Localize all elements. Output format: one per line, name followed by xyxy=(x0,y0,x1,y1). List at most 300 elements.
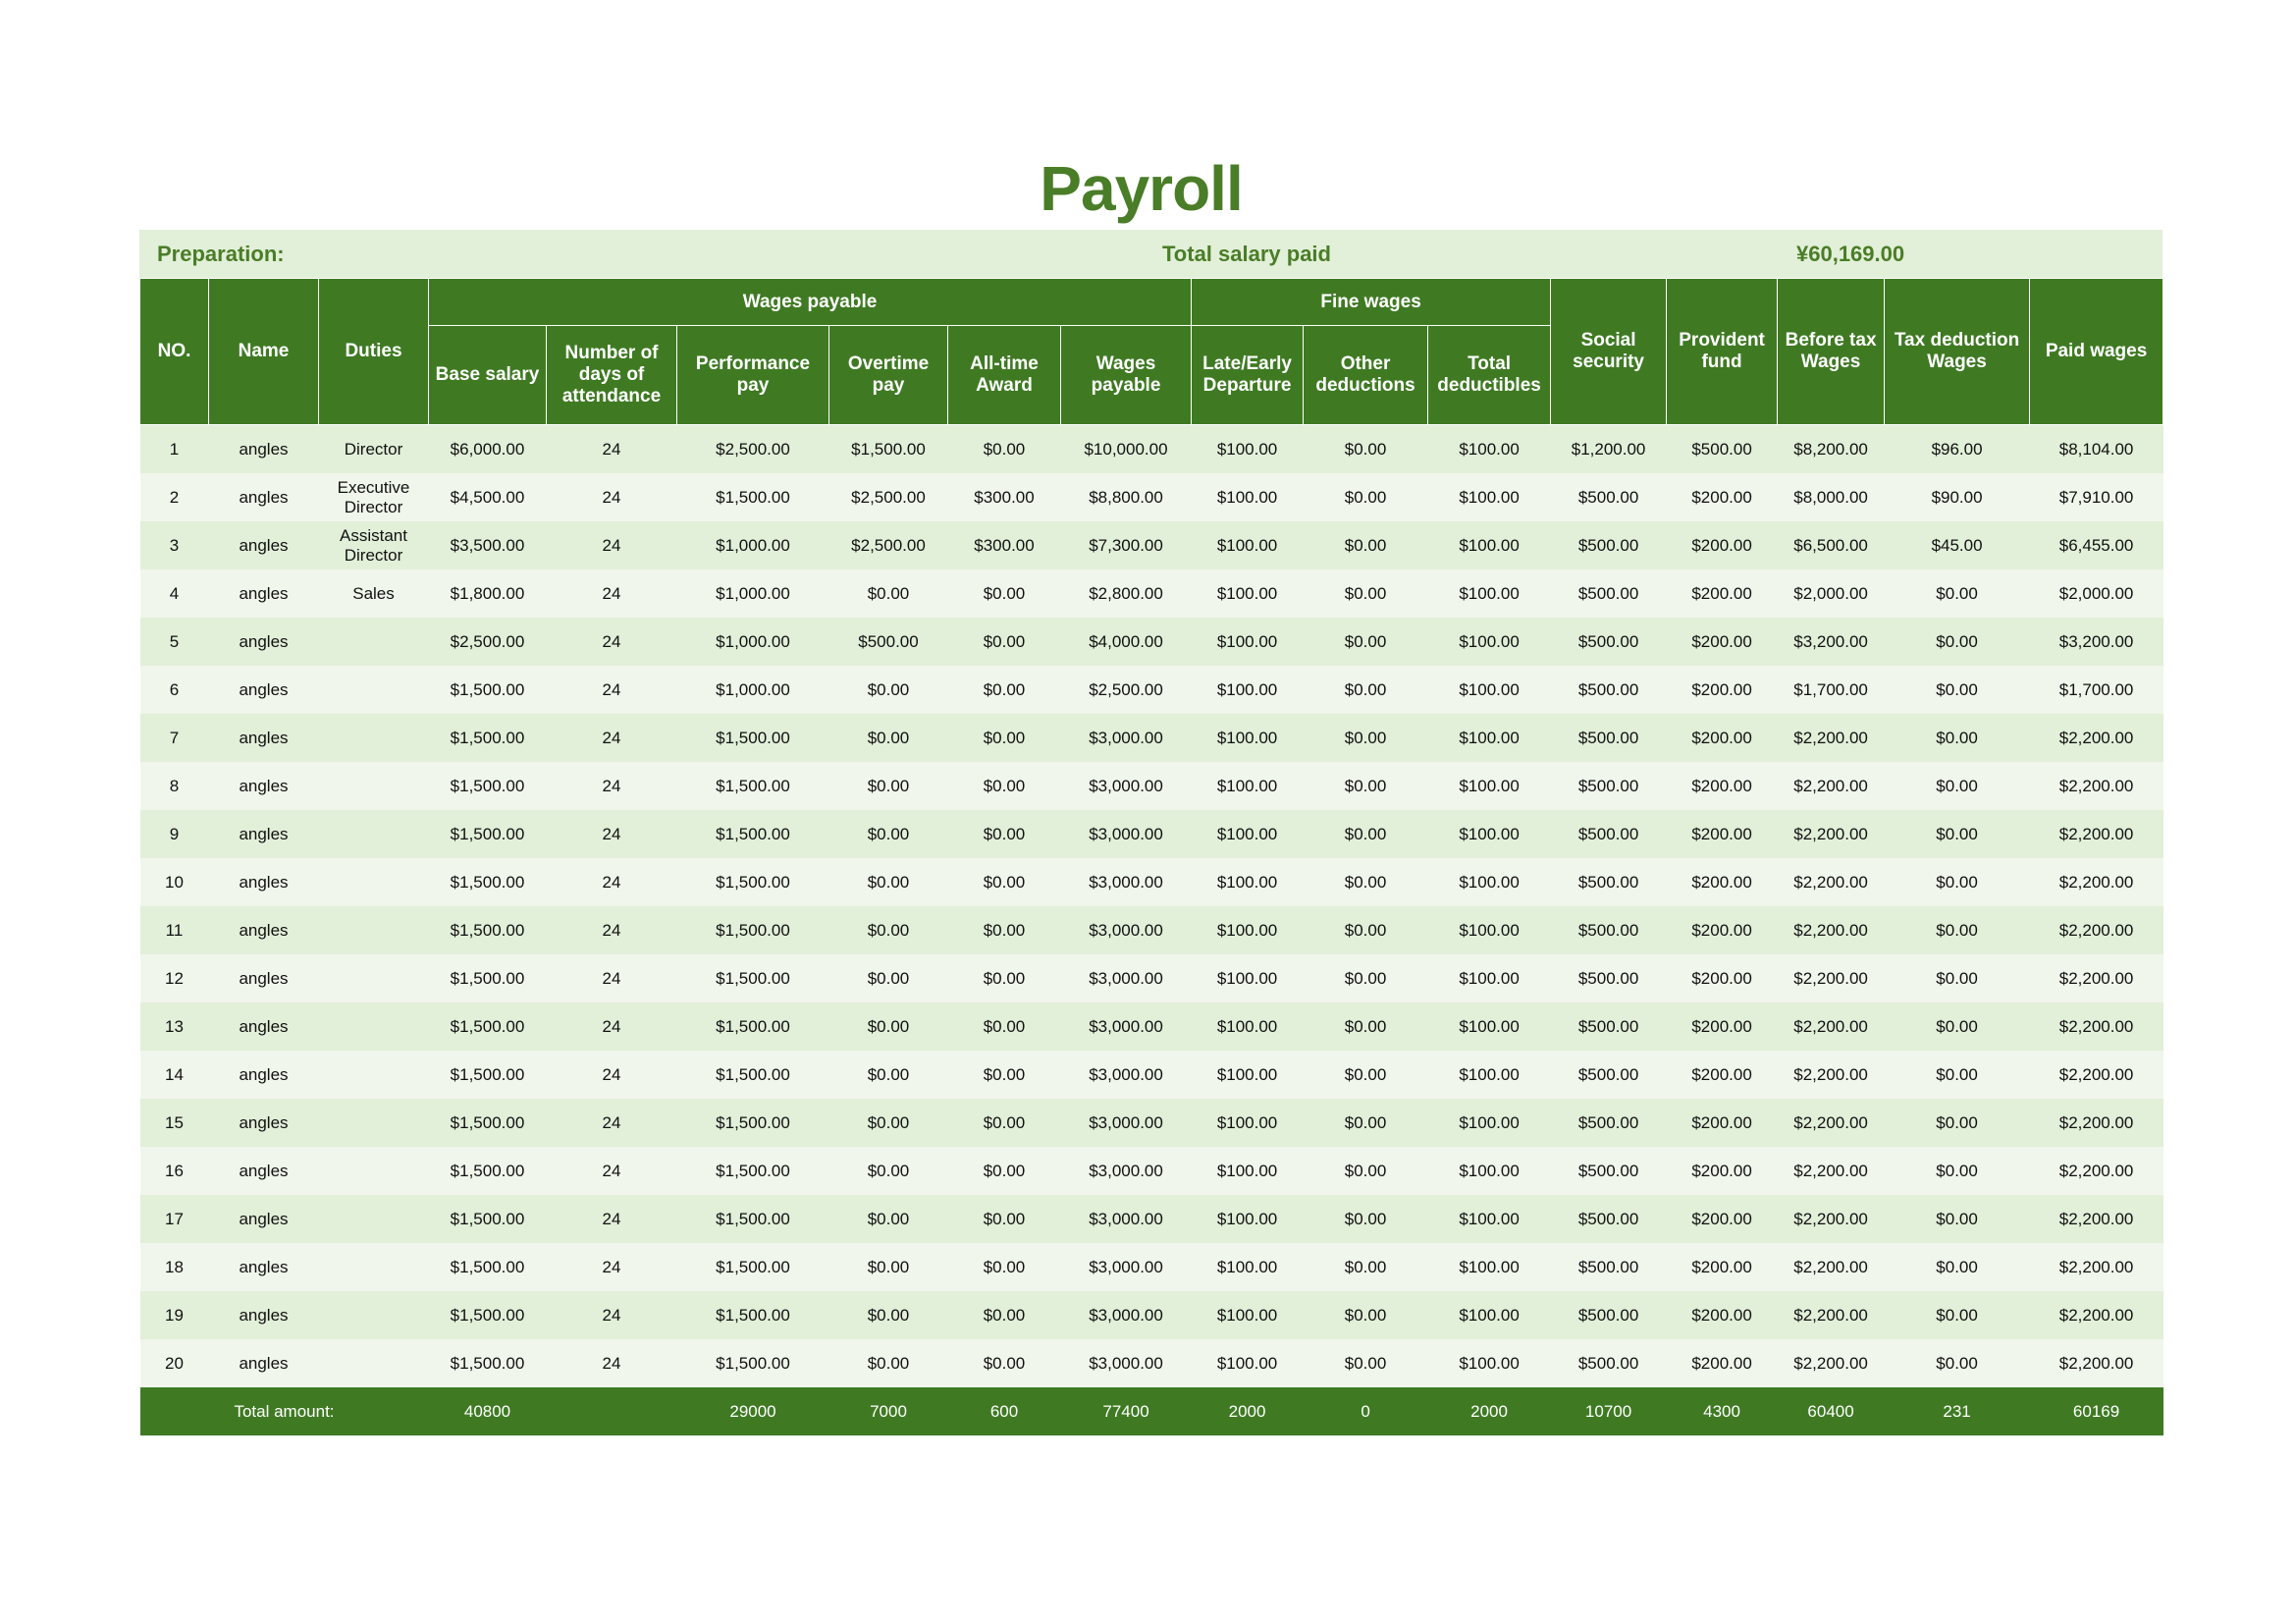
cell-no: 12 xyxy=(140,954,209,1002)
summary-bar xyxy=(139,230,2163,278)
cell-late-early: $100.00 xyxy=(1192,1243,1304,1291)
header-base-salary: Base salary xyxy=(429,326,547,425)
cell-tax-deduction: $96.00 xyxy=(1885,425,2030,474)
cell-late-early: $100.00 xyxy=(1192,666,1304,714)
cell-late-early: $100.00 xyxy=(1192,858,1304,906)
cell-other-deductions: $0.00 xyxy=(1304,1051,1428,1099)
cell-all-time-award: $0.00 xyxy=(948,1243,1061,1291)
cell-total-deductibles: $100.00 xyxy=(1428,1002,1551,1051)
cell-days-attendance: 24 xyxy=(547,473,677,521)
cell-provident-fund: $200.00 xyxy=(1667,810,1778,858)
cell-paid-wages: $2,200.00 xyxy=(2030,1147,2163,1195)
cell-name: angles xyxy=(209,1291,319,1339)
table-row xyxy=(140,666,2163,714)
table-row xyxy=(140,1339,2163,1387)
cell-all-time-award: $0.00 xyxy=(948,858,1061,906)
cell-other-deductions: $0.00 xyxy=(1304,473,1428,521)
cell-paid-wages: $2,200.00 xyxy=(2030,1291,2163,1339)
cell-paid-wages: $6,455.00 xyxy=(2030,521,2163,569)
cell-tax-deduction: $0.00 xyxy=(1885,1243,2030,1291)
total-paid-wages: 60169 xyxy=(2030,1387,2163,1435)
cell-overtime-pay: $2,500.00 xyxy=(829,521,948,569)
total-days-attendance xyxy=(547,1387,677,1435)
cell-days-attendance: 24 xyxy=(547,1243,677,1291)
cell-name: angles xyxy=(209,521,319,569)
cell-wages-payable: $3,000.00 xyxy=(1061,1195,1192,1243)
cell-before-tax: $6,500.00 xyxy=(1778,521,1885,569)
table-row xyxy=(140,1195,2163,1243)
cell-name: angles xyxy=(209,1339,319,1387)
header-name: Name xyxy=(209,279,319,425)
cell-before-tax: $1,700.00 xyxy=(1778,666,1885,714)
cell-name: angles xyxy=(209,810,319,858)
cell-before-tax: $2,200.00 xyxy=(1778,762,1885,810)
payroll-body xyxy=(140,425,2163,1388)
cell-before-tax: $2,200.00 xyxy=(1778,1195,1885,1243)
cell-all-time-award: $0.00 xyxy=(948,954,1061,1002)
table-row xyxy=(140,618,2163,666)
cell-duties xyxy=(319,762,429,810)
cell-performance-pay: $1,500.00 xyxy=(677,473,829,521)
cell-wages-payable: $3,000.00 xyxy=(1061,1291,1192,1339)
cell-wages-payable: $2,800.00 xyxy=(1061,569,1192,618)
cell-tax-deduction: $0.00 xyxy=(1885,954,2030,1002)
cell-days-attendance: 24 xyxy=(547,1099,677,1147)
cell-wages-payable: $8,800.00 xyxy=(1061,473,1192,521)
cell-wages-payable: $3,000.00 xyxy=(1061,762,1192,810)
header-wages-payable: Wages payable xyxy=(1061,326,1192,425)
cell-paid-wages: $2,200.00 xyxy=(2030,906,2163,954)
cell-base-salary: $1,500.00 xyxy=(429,1243,547,1291)
cell-provident-fund: $200.00 xyxy=(1667,954,1778,1002)
cell-other-deductions: $0.00 xyxy=(1304,1195,1428,1243)
cell-tax-deduction: $45.00 xyxy=(1885,521,2030,569)
cell-no: 1 xyxy=(140,425,209,474)
cell-base-salary: $6,000.00 xyxy=(429,425,547,474)
cell-before-tax: $2,200.00 xyxy=(1778,1147,1885,1195)
cell-provident-fund: $200.00 xyxy=(1667,858,1778,906)
cell-late-early: $100.00 xyxy=(1192,1099,1304,1147)
cell-social-security: $500.00 xyxy=(1551,521,1667,569)
cell-no: 5 xyxy=(140,618,209,666)
table-row xyxy=(140,473,2163,521)
header-no: NO. xyxy=(140,279,209,425)
cell-paid-wages: $2,200.00 xyxy=(2030,810,2163,858)
cell-overtime-pay: $0.00 xyxy=(829,1195,948,1243)
cell-days-attendance: 24 xyxy=(547,1051,677,1099)
cell-name: angles xyxy=(209,618,319,666)
cell-before-tax: $3,200.00 xyxy=(1778,618,1885,666)
cell-paid-wages: $2,200.00 xyxy=(2030,1195,2163,1243)
cell-tax-deduction: $0.00 xyxy=(1885,1002,2030,1051)
cell-social-security: $500.00 xyxy=(1551,714,1667,762)
cell-tax-deduction: $90.00 xyxy=(1885,473,2030,521)
cell-provident-fund: $200.00 xyxy=(1667,1243,1778,1291)
table-row xyxy=(140,1147,2163,1195)
cell-wages-payable: $3,000.00 xyxy=(1061,906,1192,954)
cell-provident-fund: $200.00 xyxy=(1667,473,1778,521)
cell-tax-deduction: $0.00 xyxy=(1885,1195,2030,1243)
cell-name: angles xyxy=(209,954,319,1002)
cell-duties xyxy=(319,1051,429,1099)
cell-before-tax: $2,200.00 xyxy=(1778,1099,1885,1147)
cell-base-salary: $1,500.00 xyxy=(429,1002,547,1051)
header-before-tax: Before tax Wages xyxy=(1778,279,1885,425)
cell-wages-payable: $2,500.00 xyxy=(1061,666,1192,714)
cell-other-deductions: $0.00 xyxy=(1304,1339,1428,1387)
cell-base-salary: $1,500.00 xyxy=(429,1339,547,1387)
cell-no: 10 xyxy=(140,858,209,906)
cell-other-deductions: $0.00 xyxy=(1304,666,1428,714)
cell-days-attendance: 24 xyxy=(547,1339,677,1387)
cell-provident-fund: $200.00 xyxy=(1667,521,1778,569)
table-row xyxy=(140,569,2163,618)
cell-total-deductibles: $100.00 xyxy=(1428,906,1551,954)
cell-social-security: $500.00 xyxy=(1551,1099,1667,1147)
cell-duties xyxy=(319,714,429,762)
cell-other-deductions: $0.00 xyxy=(1304,521,1428,569)
cell-duties xyxy=(319,666,429,714)
cell-total-deductibles: $100.00 xyxy=(1428,1099,1551,1147)
cell-name: angles xyxy=(209,762,319,810)
cell-performance-pay: $1,500.00 xyxy=(677,714,829,762)
cell-overtime-pay: $0.00 xyxy=(829,569,948,618)
cell-base-salary: $3,500.00 xyxy=(429,521,547,569)
total-before-tax: 60400 xyxy=(1778,1387,1885,1435)
cell-overtime-pay: $500.00 xyxy=(829,618,948,666)
total-late-early: 2000 xyxy=(1192,1387,1304,1435)
cell-name: angles xyxy=(209,666,319,714)
cell-late-early: $100.00 xyxy=(1192,714,1304,762)
cell-base-salary: $2,500.00 xyxy=(429,618,547,666)
cell-provident-fund: $200.00 xyxy=(1667,1002,1778,1051)
cell-performance-pay: $1,500.00 xyxy=(677,1051,829,1099)
cell-other-deductions: $0.00 xyxy=(1304,1147,1428,1195)
cell-days-attendance: 24 xyxy=(547,858,677,906)
cell-wages-payable: $3,000.00 xyxy=(1061,858,1192,906)
header-tax-deduction: Tax deduction Wages xyxy=(1885,279,2030,425)
cell-duties xyxy=(319,1291,429,1339)
cell-performance-pay: $1,000.00 xyxy=(677,569,829,618)
cell-paid-wages: $2,200.00 xyxy=(2030,858,2163,906)
cell-other-deductions: $0.00 xyxy=(1304,954,1428,1002)
cell-before-tax: $2,200.00 xyxy=(1778,1291,1885,1339)
cell-late-early: $100.00 xyxy=(1192,1051,1304,1099)
cell-performance-pay: $1,500.00 xyxy=(677,1099,829,1147)
cell-before-tax: $2,000.00 xyxy=(1778,569,1885,618)
cell-before-tax: $2,200.00 xyxy=(1778,810,1885,858)
header-duties: Duties xyxy=(319,279,429,425)
cell-name: angles xyxy=(209,425,319,474)
cell-social-security: $500.00 xyxy=(1551,1243,1667,1291)
cell-before-tax: $8,200.00 xyxy=(1778,425,1885,474)
cell-base-salary: $1,500.00 xyxy=(429,666,547,714)
cell-provident-fund: $200.00 xyxy=(1667,1195,1778,1243)
cell-other-deductions: $0.00 xyxy=(1304,1099,1428,1147)
cell-performance-pay: $1,500.00 xyxy=(677,1291,829,1339)
cell-social-security: $500.00 xyxy=(1551,666,1667,714)
table-row xyxy=(140,521,2163,569)
cell-all-time-award: $0.00 xyxy=(948,569,1061,618)
cell-name: angles xyxy=(209,1195,319,1243)
cell-social-security: $500.00 xyxy=(1551,473,1667,521)
cell-tax-deduction: $0.00 xyxy=(1885,810,2030,858)
cell-name: angles xyxy=(209,1051,319,1099)
cell-base-salary: $1,500.00 xyxy=(429,1051,547,1099)
cell-base-salary: $1,500.00 xyxy=(429,762,547,810)
cell-days-attendance: 24 xyxy=(547,521,677,569)
cell-base-salary: $1,500.00 xyxy=(429,1099,547,1147)
cell-late-early: $100.00 xyxy=(1192,1147,1304,1195)
cell-total-deductibles: $100.00 xyxy=(1428,954,1551,1002)
header-overtime-pay: Overtime pay xyxy=(829,326,948,425)
table-row xyxy=(140,1243,2163,1291)
cell-provident-fund: $200.00 xyxy=(1667,714,1778,762)
cell-late-early: $100.00 xyxy=(1192,569,1304,618)
cell-name: angles xyxy=(209,1099,319,1147)
cell-other-deductions: $0.00 xyxy=(1304,762,1428,810)
cell-total-deductibles: $100.00 xyxy=(1428,762,1551,810)
cell-base-salary: $1,500.00 xyxy=(429,858,547,906)
table-row xyxy=(140,762,2163,810)
cell-days-attendance: 24 xyxy=(547,1147,677,1195)
cell-late-early: $100.00 xyxy=(1192,1002,1304,1051)
cell-all-time-award: $0.00 xyxy=(948,1051,1061,1099)
cell-base-salary: $1,500.00 xyxy=(429,1291,547,1339)
header-total-deductibles: Total deductibles xyxy=(1428,326,1551,425)
cell-wages-payable: $3,000.00 xyxy=(1061,1147,1192,1195)
cell-name: angles xyxy=(209,906,319,954)
cell-all-time-award: $0.00 xyxy=(948,1099,1061,1147)
total-provident-fund: 4300 xyxy=(1667,1387,1778,1435)
cell-all-time-award: $0.00 xyxy=(948,1291,1061,1339)
cell-late-early: $100.00 xyxy=(1192,762,1304,810)
cell-wages-payable: $3,000.00 xyxy=(1061,1099,1192,1147)
cell-overtime-pay: $0.00 xyxy=(829,1051,948,1099)
cell-late-early: $100.00 xyxy=(1192,473,1304,521)
cell-name: angles xyxy=(209,473,319,521)
preparation-label: Preparation: xyxy=(157,242,285,266)
cell-no: 3 xyxy=(140,521,209,569)
cell-social-security: $500.00 xyxy=(1551,1051,1667,1099)
cell-wages-payable: $7,300.00 xyxy=(1061,521,1192,569)
cell-no: 18 xyxy=(140,1243,209,1291)
cell-days-attendance: 24 xyxy=(547,714,677,762)
cell-overtime-pay: $0.00 xyxy=(829,1243,948,1291)
cell-all-time-award: $0.00 xyxy=(948,425,1061,474)
cell-duties xyxy=(319,1099,429,1147)
cell-late-early: $100.00 xyxy=(1192,618,1304,666)
total-wages-payable: 77400 xyxy=(1061,1387,1192,1435)
cell-base-salary: $1,500.00 xyxy=(429,906,547,954)
cell-overtime-pay: $0.00 xyxy=(829,1339,948,1387)
totals-label: Total amount: xyxy=(140,1387,429,1435)
cell-late-early: $100.00 xyxy=(1192,521,1304,569)
cell-other-deductions: $0.00 xyxy=(1304,1291,1428,1339)
cell-tax-deduction: $0.00 xyxy=(1885,906,2030,954)
cell-all-time-award: $300.00 xyxy=(948,473,1061,521)
total-salary-value: ¥60,169.00 xyxy=(1796,242,1905,266)
cell-social-security: $500.00 xyxy=(1551,906,1667,954)
cell-wages-payable: $3,000.00 xyxy=(1061,810,1192,858)
header-days-attendance: Number of days of attendance xyxy=(547,326,677,425)
cell-provident-fund: $200.00 xyxy=(1667,618,1778,666)
cell-before-tax: $2,200.00 xyxy=(1778,1339,1885,1387)
cell-total-deductibles: $100.00 xyxy=(1428,1243,1551,1291)
cell-base-salary: $1,500.00 xyxy=(429,810,547,858)
cell-overtime-pay: $0.00 xyxy=(829,666,948,714)
header-performance-pay: Performance pay xyxy=(677,326,829,425)
cell-social-security: $500.00 xyxy=(1551,1339,1667,1387)
table-row xyxy=(140,1291,2163,1339)
cell-overtime-pay: $0.00 xyxy=(829,714,948,762)
cell-overtime-pay: $0.00 xyxy=(829,762,948,810)
cell-duties xyxy=(319,1147,429,1195)
cell-other-deductions: $0.00 xyxy=(1304,425,1428,474)
cell-days-attendance: 24 xyxy=(547,1002,677,1051)
cell-late-early: $100.00 xyxy=(1192,1291,1304,1339)
cell-duties xyxy=(319,1243,429,1291)
cell-performance-pay: $1,000.00 xyxy=(677,666,829,714)
cell-base-salary: $1,800.00 xyxy=(429,569,547,618)
cell-late-early: $100.00 xyxy=(1192,1339,1304,1387)
cell-other-deductions: $0.00 xyxy=(1304,1243,1428,1291)
cell-duties: Sales xyxy=(319,569,429,618)
table-row xyxy=(140,1051,2163,1099)
cell-all-time-award: $0.00 xyxy=(948,1002,1061,1051)
cell-social-security: $500.00 xyxy=(1551,569,1667,618)
cell-performance-pay: $1,500.00 xyxy=(677,858,829,906)
cell-no: 11 xyxy=(140,906,209,954)
cell-tax-deduction: $0.00 xyxy=(1885,762,2030,810)
cell-performance-pay: $1,000.00 xyxy=(677,618,829,666)
cell-days-attendance: 24 xyxy=(547,906,677,954)
cell-provident-fund: $200.00 xyxy=(1667,1147,1778,1195)
cell-no: 19 xyxy=(140,1291,209,1339)
cell-total-deductibles: $100.00 xyxy=(1428,569,1551,618)
table-row xyxy=(140,858,2163,906)
header-late-early: Late/Early Departure xyxy=(1192,326,1304,425)
total-tax-deduction: 231 xyxy=(1885,1387,2030,1435)
cell-wages-payable: $3,000.00 xyxy=(1061,714,1192,762)
cell-before-tax: $2,200.00 xyxy=(1778,1243,1885,1291)
cell-name: angles xyxy=(209,1147,319,1195)
cell-total-deductibles: $100.00 xyxy=(1428,425,1551,474)
cell-wages-payable: $10,000.00 xyxy=(1061,425,1192,474)
cell-other-deductions: $0.00 xyxy=(1304,906,1428,954)
cell-total-deductibles: $100.00 xyxy=(1428,618,1551,666)
cell-base-salary: $4,500.00 xyxy=(429,473,547,521)
cell-performance-pay: $1,500.00 xyxy=(677,810,829,858)
cell-paid-wages: $2,200.00 xyxy=(2030,1051,2163,1099)
total-performance-pay: 29000 xyxy=(677,1387,829,1435)
cell-tax-deduction: $0.00 xyxy=(1885,1147,2030,1195)
cell-base-salary: $1,500.00 xyxy=(429,1195,547,1243)
cell-other-deductions: $0.00 xyxy=(1304,810,1428,858)
cell-all-time-award: $0.00 xyxy=(948,762,1061,810)
cell-name: angles xyxy=(209,1243,319,1291)
cell-days-attendance: 24 xyxy=(547,569,677,618)
cell-paid-wages: $7,910.00 xyxy=(2030,473,2163,521)
cell-duties xyxy=(319,1339,429,1387)
header-provident-fund: Provident fund xyxy=(1667,279,1778,425)
cell-days-attendance: 24 xyxy=(547,1195,677,1243)
cell-social-security: $500.00 xyxy=(1551,1002,1667,1051)
cell-paid-wages: $2,200.00 xyxy=(2030,1243,2163,1291)
cell-name: angles xyxy=(209,1002,319,1051)
cell-wages-payable: $3,000.00 xyxy=(1061,1051,1192,1099)
cell-other-deductions: $0.00 xyxy=(1304,1002,1428,1051)
cell-performance-pay: $1,500.00 xyxy=(677,762,829,810)
cell-all-time-award: $0.00 xyxy=(948,714,1061,762)
cell-duties xyxy=(319,906,429,954)
cell-performance-pay: $1,500.00 xyxy=(677,1195,829,1243)
cell-days-attendance: 24 xyxy=(547,810,677,858)
cell-total-deductibles: $100.00 xyxy=(1428,858,1551,906)
cell-social-security: $500.00 xyxy=(1551,1195,1667,1243)
cell-performance-pay: $1,500.00 xyxy=(677,1243,829,1291)
cell-paid-wages: $2,200.00 xyxy=(2030,762,2163,810)
cell-late-early: $100.00 xyxy=(1192,954,1304,1002)
table-row xyxy=(140,1099,2163,1147)
cell-provident-fund: $200.00 xyxy=(1667,1291,1778,1339)
cell-late-early: $100.00 xyxy=(1192,810,1304,858)
cell-all-time-award: $0.00 xyxy=(948,1147,1061,1195)
cell-duties xyxy=(319,954,429,1002)
cell-total-deductibles: $100.00 xyxy=(1428,1339,1551,1387)
cell-before-tax: $2,200.00 xyxy=(1778,1051,1885,1099)
cell-social-security: $500.00 xyxy=(1551,762,1667,810)
cell-tax-deduction: $0.00 xyxy=(1885,618,2030,666)
cell-before-tax: $2,200.00 xyxy=(1778,954,1885,1002)
cell-total-deductibles: $100.00 xyxy=(1428,666,1551,714)
cell-tax-deduction: $0.00 xyxy=(1885,1291,2030,1339)
cell-paid-wages: $8,104.00 xyxy=(2030,425,2163,474)
cell-no: 14 xyxy=(140,1051,209,1099)
cell-other-deductions: $0.00 xyxy=(1304,714,1428,762)
cell-overtime-pay: $0.00 xyxy=(829,858,948,906)
cell-name: angles xyxy=(209,569,319,618)
cell-tax-deduction: $0.00 xyxy=(1885,569,2030,618)
cell-late-early: $100.00 xyxy=(1192,1195,1304,1243)
cell-wages-payable: $3,000.00 xyxy=(1061,954,1192,1002)
cell-provident-fund: $200.00 xyxy=(1667,762,1778,810)
cell-all-time-award: $300.00 xyxy=(948,521,1061,569)
cell-days-attendance: 24 xyxy=(547,954,677,1002)
cell-all-time-award: $0.00 xyxy=(948,810,1061,858)
cell-provident-fund: $200.00 xyxy=(1667,569,1778,618)
cell-days-attendance: 24 xyxy=(547,425,677,474)
total-salary-label: Total salary paid xyxy=(1162,242,1331,266)
cell-other-deductions: $0.00 xyxy=(1304,569,1428,618)
totals-row xyxy=(140,1387,2163,1435)
table-row xyxy=(140,906,2163,954)
total-other-deductions: 0 xyxy=(1304,1387,1428,1435)
cell-overtime-pay: $2,500.00 xyxy=(829,473,948,521)
cell-overtime-pay: $0.00 xyxy=(829,1291,948,1339)
table-row xyxy=(140,714,2163,762)
cell-paid-wages: $2,200.00 xyxy=(2030,954,2163,1002)
cell-late-early: $100.00 xyxy=(1192,906,1304,954)
cell-duties xyxy=(319,858,429,906)
cell-performance-pay: $1,500.00 xyxy=(677,1147,829,1195)
cell-social-security: $500.00 xyxy=(1551,1147,1667,1195)
cell-paid-wages: $2,200.00 xyxy=(2030,714,2163,762)
cell-tax-deduction: $0.00 xyxy=(1885,666,2030,714)
cell-no: 4 xyxy=(140,569,209,618)
cell-no: 6 xyxy=(140,666,209,714)
cell-performance-pay: $1,500.00 xyxy=(677,1339,829,1387)
